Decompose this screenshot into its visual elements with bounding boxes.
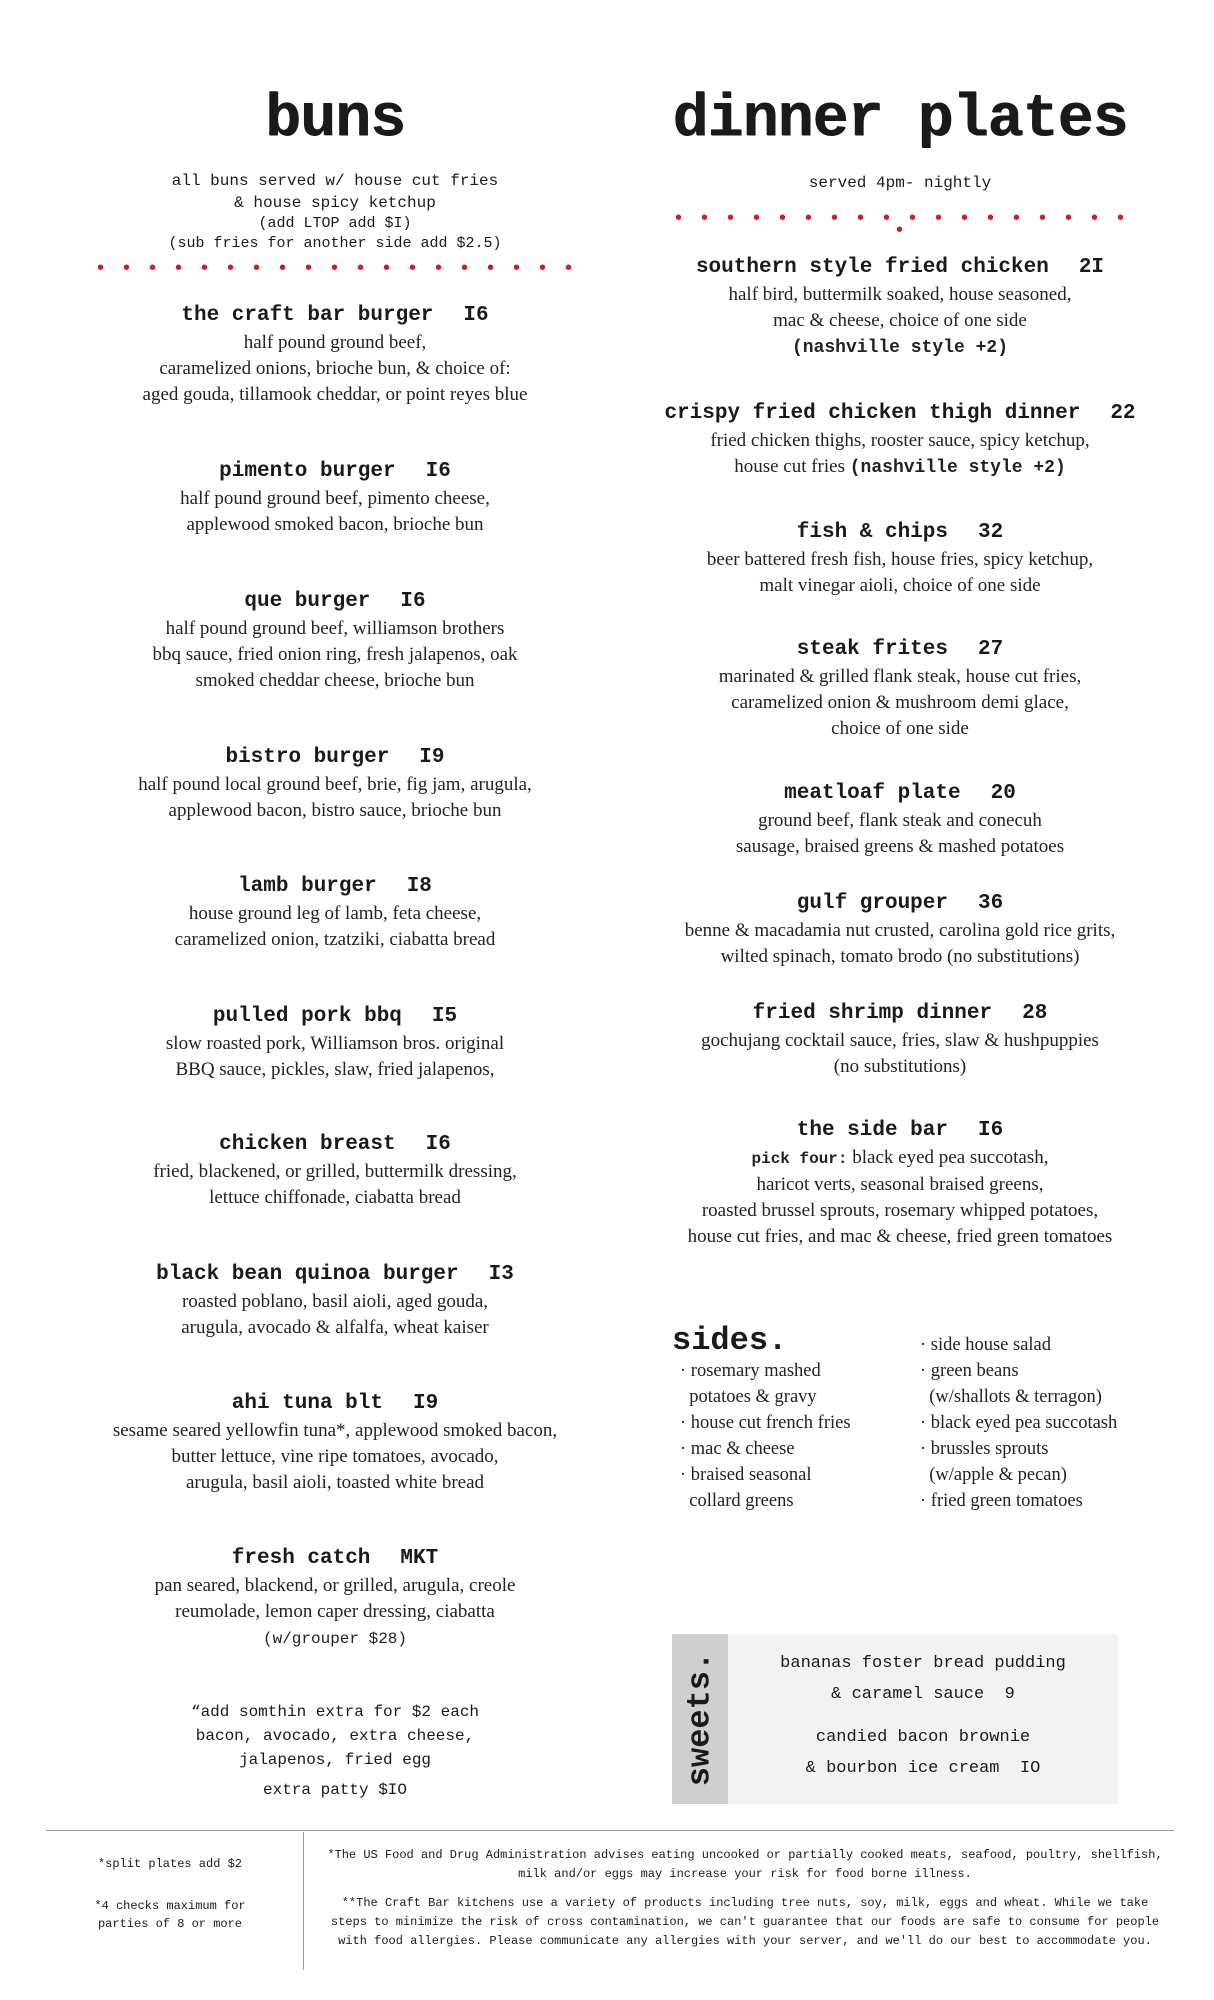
item-name: lamb burger <box>238 875 377 898</box>
sweets-line: bananas foster bread pudding <box>780 1654 1066 1673</box>
item-lead: pick four: <box>751 1150 848 1168</box>
sides-list-left <box>680 1358 900 1514</box>
item-desc-line: mac & cheese, choice of one side <box>773 310 1027 331</box>
item-name: steak frites <box>796 638 948 661</box>
item-price: 32 <box>978 521 1004 544</box>
item-price: I6 <box>400 590 426 613</box>
buns-intro-line: (sub fries for another side add $2.5) <box>168 235 502 252</box>
menu-item-craft-bar-burger <box>90 302 580 408</box>
item-price: 20 <box>990 782 1016 805</box>
side-item: collard greens <box>680 1491 794 1511</box>
sides-list-right <box>920 1332 1160 1514</box>
side-item: · braised seasonal <box>680 1465 812 1485</box>
item-desc-line: sausage, braised greens & mashed potatoes <box>735 836 1065 857</box>
buns-intro-line: & house spicy ketchup <box>234 194 436 212</box>
item-price: MKT <box>400 1547 439 1570</box>
item-desc-line: house ground leg of lamb, feta cheese, <box>188 903 482 924</box>
extras-line: bacon, avocado, extra cheese, <box>195 1727 475 1745</box>
item-name: fresh catch <box>231 1547 371 1570</box>
extras-line: jalapenos, fried egg <box>238 1751 432 1769</box>
item-name: pulled pork bbq <box>212 1005 402 1028</box>
buns-title: buns <box>264 86 406 154</box>
dinner-plates-title: dinner plates <box>672 86 1128 154</box>
item-desc-line: applewood smoked bacon, brioche bun <box>186 514 484 535</box>
item-name: ahi tuna blt <box>231 1392 383 1415</box>
menu-item-side-bar <box>660 1117 1140 1250</box>
sweets-line: & bourbon ice cream IO <box>805 1759 1041 1778</box>
item-price: 28 <box>1022 1002 1048 1025</box>
side-item: (w/shallots & terragon) <box>920 1387 1102 1407</box>
item-price: I9 <box>419 746 445 769</box>
item-extra: (nashville style +2) <box>791 338 1009 358</box>
item-desc-line: haricot verts, seasonal braised greens, <box>756 1174 1044 1195</box>
item-desc-line: marinated & grilled flank steak, house cut fries, <box>718 666 1082 687</box>
fda-notice: *The US Food and Drug Administration advises eating uncooked or partially cooked meats, seafood, poultry, shellfish, milk and/or eggs may increase your risk for food borne illness. <box>327 1848 1163 1881</box>
item-desc-line: (no substitutions) <box>833 1056 967 1077</box>
item-desc-line: slow roasted pork, Williamson bros. original <box>165 1033 505 1054</box>
item-desc-line: smoked cheddar cheese, brioche bun <box>195 670 475 691</box>
menu-item-steak-frites <box>660 636 1140 742</box>
item-price: I6 <box>425 1133 451 1156</box>
item-price: I5 <box>431 1005 458 1028</box>
footer-vertical-divider <box>303 1832 304 1970</box>
item-desc-line: reumolade, lemon caper dressing, ciabatta <box>175 1601 495 1622</box>
item-desc-line: caramelized onion & mushroom demi glace, <box>731 692 1069 713</box>
item-desc-line: sesame seared yellowfin tuna*, applewood smoked bacon, <box>112 1420 558 1441</box>
item-desc-line: choice of one side <box>831 718 969 739</box>
item-desc-line: arugula, basil aioli, toasted white bread <box>185 1472 485 1493</box>
item-extra: (w/grouper $28) <box>262 1630 408 1648</box>
item-name: que burger <box>244 590 371 613</box>
side-item: · brussles sprouts <box>920 1439 1049 1459</box>
item-price: I8 <box>406 875 432 898</box>
policy-line: *4 checks maximum for <box>94 1899 246 1913</box>
menu-item-fish-and-chips <box>660 519 1140 599</box>
item-desc-line: half pound ground beef, pimento cheese, <box>180 488 490 509</box>
item-desc-line: benne & macadamia nut crusted, carolina gold rice grits, <box>684 920 1116 941</box>
item-desc-line: malt vinegar aioli, choice of one side <box>759 575 1041 596</box>
item-desc-line: BBQ sauce, pickles, slaw, fried jalapenos, <box>175 1059 495 1080</box>
item-name: bistro burger <box>225 746 390 769</box>
menu-item-pulled-pork-bbq <box>90 1003 580 1083</box>
item-desc-line: applewood bacon, bistro sauce, brioche bun <box>168 800 502 821</box>
item-desc-line: beer battered fresh fish, house fries, spicy ketchup, <box>706 549 1094 570</box>
menu-item-fresh-catch <box>90 1545 580 1652</box>
footer-policies <box>60 1855 280 1933</box>
menu-item-fried-shrimp-dinner <box>660 1000 1140 1080</box>
item-name: southern style fried chicken <box>695 256 1049 279</box>
item-price: I3 <box>488 1263 514 1286</box>
policy-line: *split plates add $2 <box>97 1857 243 1871</box>
item-desc-line: wilted spinach, tomato brodo (no substitutions) <box>720 946 1080 967</box>
item-price: I9 <box>413 1392 439 1415</box>
buns-intro <box>90 170 580 254</box>
sweets-items <box>728 1634 1118 1784</box>
item-name: fried shrimp dinner <box>752 1002 993 1025</box>
item-name: the side bar <box>796 1119 948 1142</box>
item-desc-line: butter lettuce, vine ripe tomatoes, avocado, <box>171 1446 499 1467</box>
dotted-divider: • • • • • • • • • • • • • • • • • • • <box>672 208 1128 243</box>
item-desc-line: arugula, avocado & alfalfa, wheat kaiser <box>181 1317 489 1338</box>
side-item: · side house salad <box>920 1335 1052 1355</box>
item-desc-line: gochujang cocktail sauce, fries, slaw & hushpuppies <box>701 1030 1099 1051</box>
menu-item-pimento-burger <box>90 458 580 538</box>
item-desc-line: lettuce chiffonade, ciabatta bread <box>209 1187 461 1208</box>
sweets-section <box>672 1634 1118 1804</box>
menu-item-ahi-tuna-blt <box>90 1390 580 1496</box>
menu-item-bistro-burger <box>90 744 580 824</box>
menu-item-crispy-chicken-thigh <box>660 400 1140 481</box>
menu-item-southern-fried-chicken <box>660 254 1140 361</box>
item-desc-line: pan seared, blackend, or grilled, arugula, creole <box>154 1575 516 1596</box>
item-desc-line: half pound ground beef, <box>243 332 427 353</box>
item-desc-line: roasted brussel sprouts, rosemary whipped potatoes, <box>701 1200 1099 1221</box>
item-name: black bean quinoa burger <box>156 1263 459 1286</box>
item-name: meatloaf plate <box>784 782 961 805</box>
item-desc-line: half bird, buttermilk soaked, house seasoned, <box>728 284 1072 305</box>
sweets-line: candied bacon brownie <box>815 1728 1031 1747</box>
item-name: the craft bar burger <box>181 304 434 327</box>
sweets-line: & caramel sauce 9 <box>831 1685 1015 1704</box>
menu-item-meatloaf-plate <box>660 780 1140 860</box>
sweets-title-bar <box>672 1634 728 1804</box>
item-name: gulf grouper <box>796 892 948 915</box>
extras-line: “add somthin extra for $2 each <box>190 1703 480 1721</box>
menu-item-gulf-grouper <box>660 890 1140 970</box>
menu-item-lamb-burger <box>90 873 580 953</box>
item-desc-line: aged gouda, tillamook cheddar, or point reyes blue <box>142 384 528 405</box>
item-name: fish & chips <box>796 521 948 544</box>
item-name: crispy fried chicken thigh dinner <box>664 402 1081 425</box>
sides-title: sides. <box>672 1322 788 1359</box>
dotted-divider: • • • • • • • • • • • • • • • • • • • <box>94 258 576 281</box>
sides-section <box>672 1322 1152 1522</box>
item-desc-line: roasted poblano, basil aioli, aged gouda, <box>181 1291 489 1312</box>
side-item: · fried green tomatoes <box>920 1491 1083 1511</box>
side-item: · rosemary mashed <box>680 1361 821 1381</box>
footer-notices <box>322 1846 1168 1961</box>
menu-item-black-bean-quinoa-burger <box>90 1261 580 1341</box>
buns-intro-line: (add LTOP add $I) <box>258 215 412 232</box>
item-desc-line: house cut fries, and mac & cheese, fried green tomatoes <box>687 1226 1113 1247</box>
item-desc-line: fried chicken thighs, rooster sauce, spicy ketchup, <box>710 430 1090 451</box>
item-desc-line: fried, blackened, or grilled, buttermilk dressing, <box>153 1161 517 1182</box>
item-price: I6 <box>425 460 451 483</box>
menu-item-chicken-breast <box>90 1131 580 1211</box>
item-extra: (nashville style +2) <box>849 458 1066 478</box>
dinner-intro: served 4pm- nightly <box>808 174 992 192</box>
menu-item-que-burger <box>90 588 580 694</box>
side-item: (w/apple & pecan) <box>920 1465 1067 1485</box>
item-price: 27 <box>978 638 1004 661</box>
sweets-title: sweets. <box>681 1651 719 1787</box>
side-item: · green beans <box>920 1361 1019 1381</box>
item-desc-line: bbq sauce, fried onion ring, fresh jalapenos, oak <box>152 644 518 665</box>
item-name: chicken breast <box>219 1133 396 1156</box>
item-desc-line: half pound local ground beef, brie, fig jam, arugula, <box>138 774 532 795</box>
side-item: potatoes & gravy <box>680 1387 817 1407</box>
buns-intro-line: all buns served w/ house cut fries <box>171 172 499 190</box>
item-price: 36 <box>978 892 1004 915</box>
item-desc-line: house cut fries <box>734 456 845 477</box>
footer-divider <box>46 1830 1174 1831</box>
policy-line: parties of 8 or more <box>97 1917 243 1931</box>
item-price: 22 <box>1110 402 1136 425</box>
item-desc-line: caramelized onions, brioche bun, & choice of: <box>159 358 511 379</box>
item-name: pimento burger <box>219 460 396 483</box>
item-desc-line: ground beef, flank steak and conecuh <box>758 810 1042 831</box>
side-item: · house cut french fries <box>680 1413 851 1433</box>
side-item: · black eyed pea succotash <box>920 1413 1118 1433</box>
item-price: I6 <box>463 304 489 327</box>
item-price: I6 <box>978 1119 1004 1142</box>
add-extras-note <box>90 1700 580 1802</box>
allergy-notice: **The Craft Bar kitchens use a variety of products including tree nuts, soy, milk, eggs and wheat. While we take steps to minimize the risk of cross contamination, we can't guarantee that our foods are safe to consume for people with food allergies. Please communicate any allergies with your server, and we'll do our best to accommodate you. <box>330 1896 1160 1948</box>
item-desc-line: half pound ground beef, williamson brothers <box>165 618 505 639</box>
side-item: · mac & cheese <box>680 1439 795 1459</box>
item-desc-line: black eyed pea succotash, <box>852 1147 1049 1168</box>
extras-line: extra patty $IO <box>262 1781 408 1799</box>
item-desc-line: caramelized onion, tzatziki, ciabatta bread <box>174 929 496 950</box>
item-price: 2I <box>1078 256 1105 279</box>
